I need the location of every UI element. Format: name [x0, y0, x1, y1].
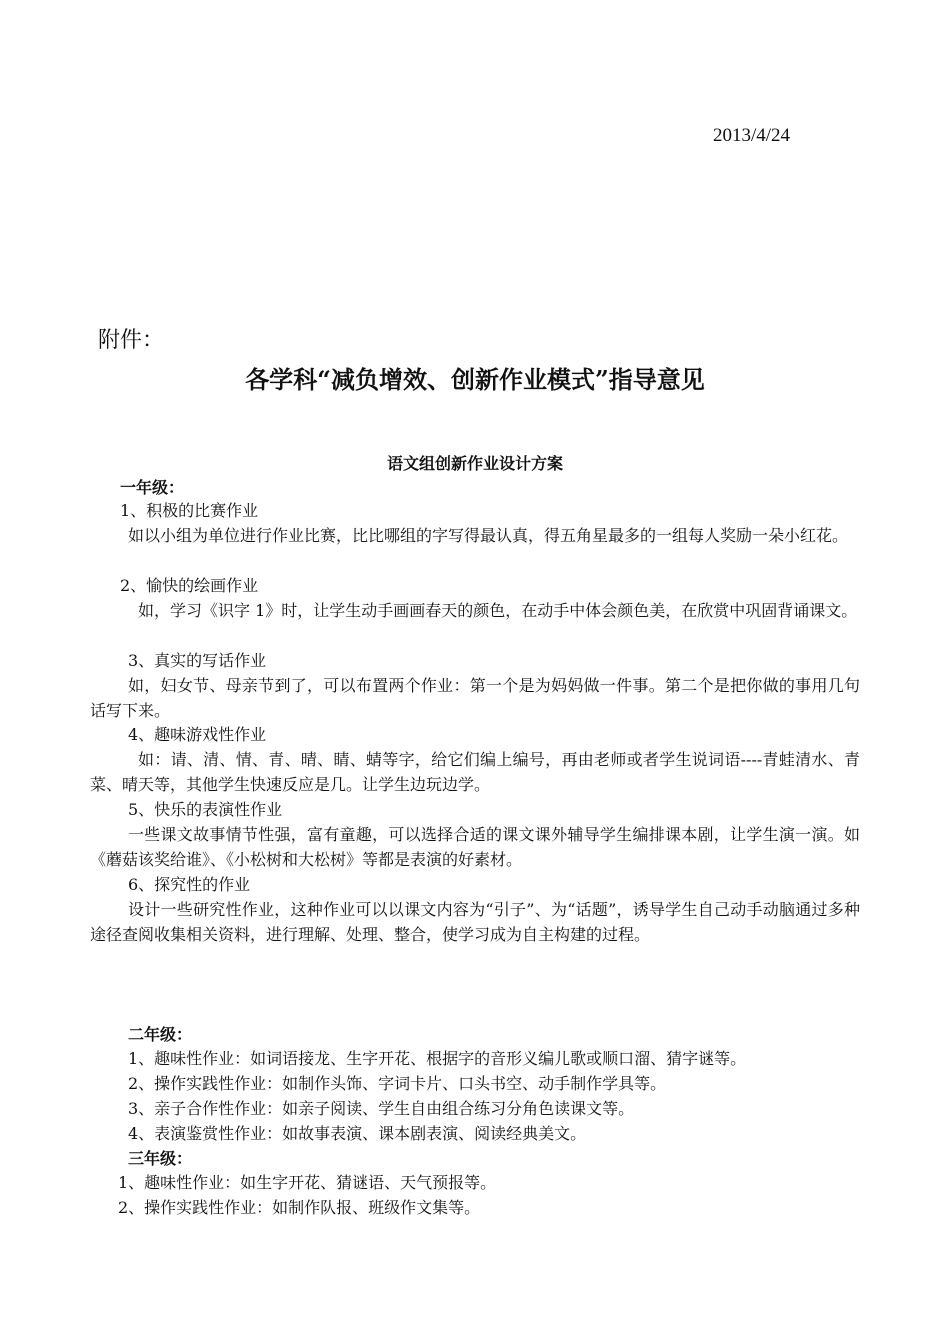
- section-title: 语文组创新作业设计方案: [386, 454, 563, 473]
- grade1-item3-text: 如，妇女节、母亲节到了，可以布置两个作业：第一个是为妈妈做一件事。第二个是把你做的事用几句话写下来。: [90, 676, 860, 720]
- grade2-item: 3、亲子合作性作业：如亲子阅读、学生自由组合练习分角色读课文等。: [128, 1099, 635, 1118]
- grade2-item: 4、表演鉴赏性作业：如故事表演、课本剧表演、阅读经典美文。: [128, 1124, 587, 1143]
- grade1-item5-text: 一些课文故事情节性强，富有童趣，可以选择合适的课文课外辅导学生编排课本剧，让学生演一演。如《蘑菇该奖给谁》、《小松树和大松树》等都是表演的好素材。: [90, 825, 860, 869]
- attachment-label: 附件：: [98, 328, 165, 353]
- document-title: 各学科“减负增效、创新作业模式”指导意见: [245, 365, 705, 394]
- document-date: 2013/4/24: [713, 125, 791, 146]
- grade1-heading: 一年级：: [120, 478, 185, 497]
- grade1-item6-text: 设计一些研究性作业，这种作业可以以课文内容为“引子”、为“话题”，诱导学生自己动手动脑通过多种途径查阅收集相关资料，进行理解、处理、整合，使学习成为自主构建的过程。: [90, 900, 860, 944]
- grade3-heading: 三年级：: [128, 1149, 193, 1168]
- grade2-item: 1、趣味性作业：如词语接龙、生字开花、根据字的音形义编儿歌或顺口溜、猜字谜等。: [128, 1049, 747, 1068]
- grade1-item3-title: 3、真实的写话作业: [128, 651, 267, 670]
- grade1-item2-text: 如，学习《识字 1》时，让学生动手画画春天的颜色，在动手中体会颜色美，在欣赏中巩固背诵课文。: [138, 601, 858, 620]
- grade1-item4-text: 如：请、清、情、青、晴、睛、蜻等字，给它们编上编号，再由老师或者学生说词语----青蛙清水、青菜、晴天等，其他学生快速反应是几。让学生边玩边学。: [90, 750, 860, 794]
- grade1-item5-title: 5、快乐的表演性作业: [128, 800, 283, 819]
- grade1-item2-title: 2、愉快的绘画作业: [120, 576, 259, 595]
- grade2-item: 2、操作实践性作业：如制作头饰、字词卡片、口头书空、动手制作学具等。: [128, 1074, 667, 1093]
- grade1-item1-title: 1、积极的比赛作业: [120, 501, 259, 520]
- grade2-heading: 二年级：: [128, 1025, 193, 1044]
- grade1-item6-title: 6、探究性的作业: [128, 875, 251, 894]
- grade3-item: 1、趣味性作业：如生字开花、猜谜语、天气预报等。: [118, 1173, 497, 1192]
- grade1-item1-text: 如以小组为单位进行作业比赛，比比哪组的字写得最认真，得五角星最多的一组每人奖励一朵小红花。: [128, 526, 849, 545]
- grade3-item: 2、操作实践性作业：如制作队报、班级作文集等。: [118, 1198, 481, 1217]
- grade1-item4-title: 4、趣味游戏性作业: [128, 725, 267, 744]
